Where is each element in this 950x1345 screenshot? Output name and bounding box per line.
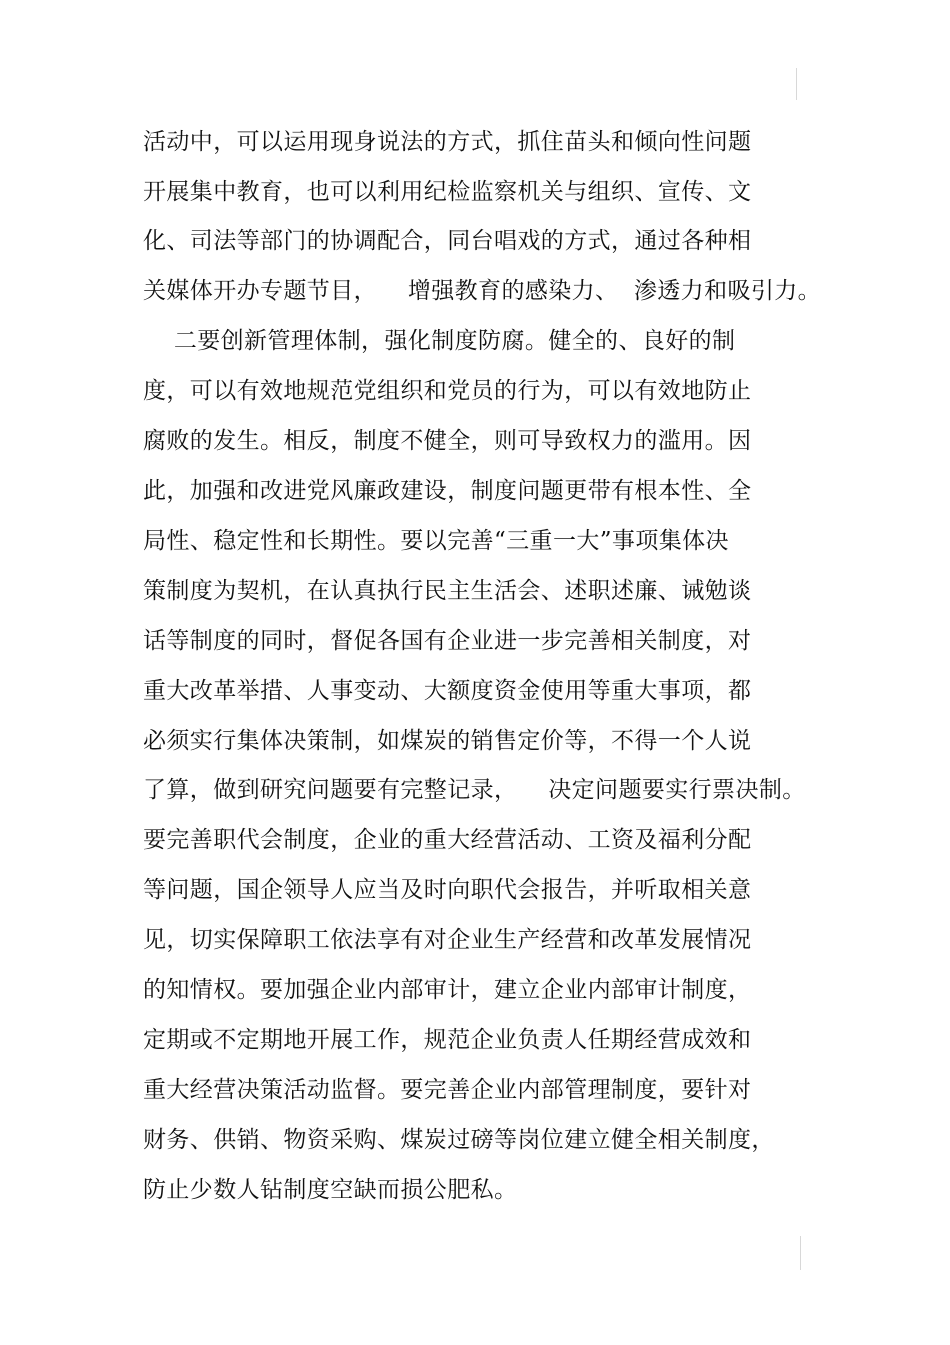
text-line: 开展集中教育，也可以利用纪检监察机关与组织、宣传、文	[143, 179, 752, 205]
text-line: 定期或不定期地开展工作，规范企业负责人任期经营成效和	[143, 1027, 752, 1053]
page-edge-mark-top	[796, 68, 797, 100]
text-line: 话等制度的同时，督促各国有企业进一步完善相关制度，对	[143, 628, 752, 654]
text-line: 要完善职代会制度，企业的重大经营活动、工资及福利分配	[143, 827, 752, 853]
text-line: 等问题，国企领导人应当及时向职代会报告，并听取相关意	[143, 877, 752, 903]
text-line: 关媒体开办专题节目， 增强教育的感染力、 渗透力和吸引力。	[143, 278, 822, 304]
text-line: 了算，做到研究问题要有完整记录， 决定问题要实行票决制。	[143, 777, 806, 803]
text-line: 此，加强和改进党风廉政建设，制度问题更带有根本性、全	[143, 478, 752, 504]
text-line: 防止少数人钻制度空缺而损公肥私。	[143, 1177, 518, 1203]
text-line: 度，可以有效地规范党组织和党员的行为，可以有效地防止	[143, 378, 752, 404]
text-line: 策制度为契机，在认真执行民主生活会、述职述廉、诫勉谈	[143, 578, 752, 604]
text-line: 二要创新管理体制，强化制度防腐。健全的、良好的制	[143, 328, 736, 354]
text-line: 重大改革举措、人事变动、大额度资金使用等重大事项，都	[143, 678, 752, 704]
text-line: 化、司法等部门的协调配合，同台唱戏的方式，通过各种相	[143, 228, 752, 254]
text-line: 活动中，可以运用现身说法的方式，抓住苗头和倾向性问题	[143, 129, 752, 155]
text-line: 的知情权。要加强企业内部审计，建立企业内部审计制度，	[143, 977, 752, 1003]
text-line: 见，切实保障职工依法享有对企业生产经营和改革发展情况	[143, 927, 752, 953]
page-edge-mark-bottom	[800, 1236, 801, 1270]
text-line: 必须实行集体决策制，如煤炭的销售定价等，不得一个人说	[143, 728, 752, 754]
text-line: 腐败的发生。相反，制度不健全，则可导致权力的滥用。因	[143, 428, 752, 454]
text-line: 重大经营决策活动监督。要完善企业内部管理制度，要针对	[143, 1077, 752, 1103]
text-line: 财务、供销、物资采购、煤炭过磅等岗位建立健全相关制度，	[143, 1127, 775, 1153]
text-line: 局性、稳定性和长期性。要以完善“三重一大”事项集体决	[143, 528, 729, 554]
